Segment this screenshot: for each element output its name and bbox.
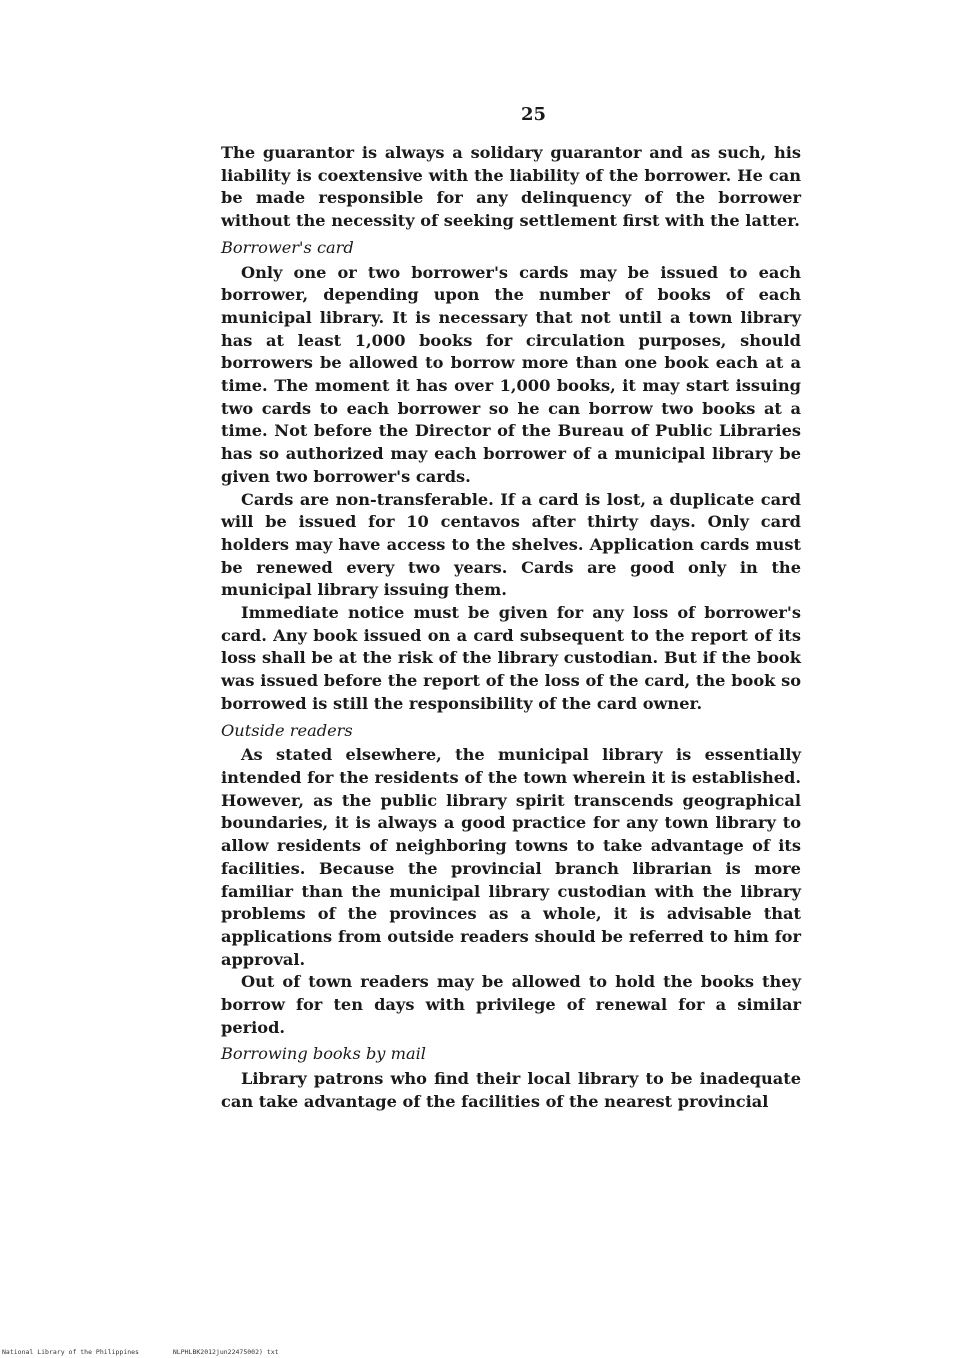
- section-heading-borrowing-by-mail: Borrowing books by mail: [221, 1044, 426, 1064]
- paragraph: Library patrons who find their local library to be inadequate can take advantage of the facilities of the nearest provincial: [221, 1069, 801, 1111]
- section-heading-outside-readers: Outside readers: [221, 720, 353, 740]
- paragraph: As stated elsewhere, the municipal library is essentially intended for the residents of the town wherein it is established. However, as the public library spirit transcends geographical boundaries, it is always a good practice for any town library to allow residents of neighboring towns to take advantage of its facilities. Because the provincial branch librarian is more familiar than the municipal library custodian with the library problems of the provinces as a whole, it is advisable that applications from outside readers should be referred to him for approval.: [221, 745, 801, 969]
- paragraph: Only one or two borrower's cards may be issued to each borrower, depending upon the number of books of each municipal library. It is necessary that not until a town library has at least 1,000 books for circulation purposes, should borrowers be allowed to borrow more than one book each at a time. The moment it has over 1,000 books, it may start issuing two cards to each borrower so he can borrow two books at a time. Not before the Director of the Bureau of Public Libraries has so authorized may each borrower of a municipal library be given two borrower's cards.: [221, 262, 801, 486]
- paragraph: Immediate notice must be given for any loss of borrower's card. Any book issued on a card subsequent to the report of its loss shall be at the risk of the library custodian. But if the book was issued before the report of the loss of the card, the book so borrowed is still the responsibility of the card owner.: [221, 603, 801, 713]
- document-body: [221, 142, 801, 1114]
- paragraph: Out of town readers may be allowed to hold the books they borrow for ten days with privilege of renewal for a similar period.: [221, 972, 801, 1037]
- page-number: 25: [520, 104, 547, 125]
- section-heading-borrowers-card: Borrower's card: [221, 237, 354, 257]
- footer-identifier: NLPHLBK2012jun22475002) txt: [172, 1348, 279, 1356]
- scan-footer: [2, 1348, 309, 1356]
- paragraph: Cards are non-transferable. If a card is lost, a duplicate card will be issued for 10 centavos after thirty days. Only card holders may have access to the shelves. Application cards must be renewed every two years. Cards are good only in the municipal library issuing them.: [221, 489, 801, 600]
- intro-paragraph: The guarantor is always a solidary guarantor and as such, his liability is coextensive with the liability of the borrower. He can be made responsible for any delinquency of the borrower without the necessity of seeking settlement first with the latter.: [221, 143, 801, 231]
- footer-source: National Library of the Philippines: [2, 1348, 139, 1356]
